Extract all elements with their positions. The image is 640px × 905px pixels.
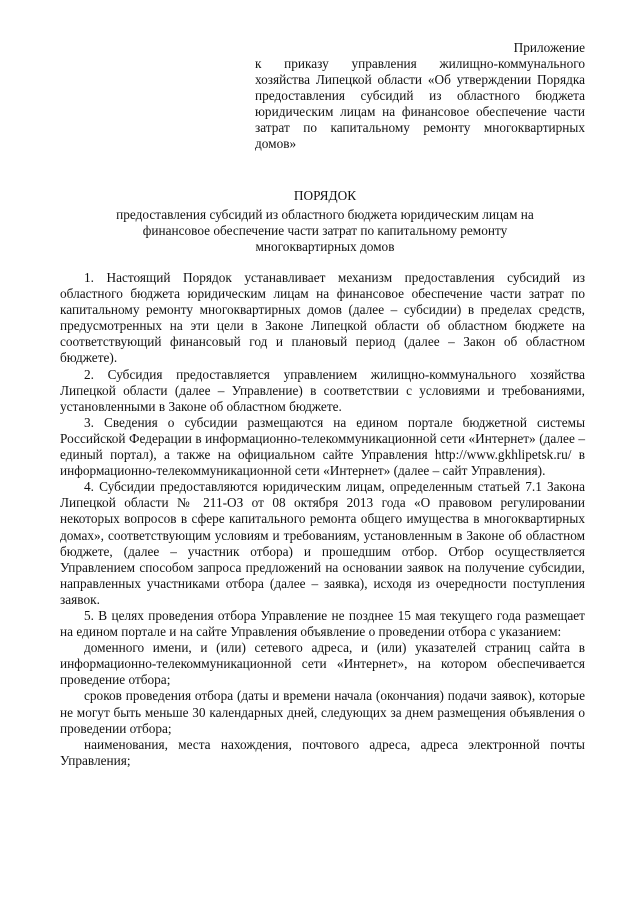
list-item-domain: доменного имени, и (или) сетевого адреса, и (или) указателей страниц сайта в информационно-телекоммуникационной сети «Интернет», на котором обеспечивается проведение отбора;: [60, 640, 585, 688]
paragraph-1: 1. Настоящий Порядок устанавливает механизм предоставления субсидий из областного бюджета юридическим лицам на финансовое обеспечение части затрат по капитальному ремонту многоквартирных домов (далее – субсидии) в пределах средств, предусмотренных на эти цели в Законе Липецкой области об областном бюджете на соответствующий финансовый год и плановый период (далее – Закон об областном бюджете).: [60, 270, 585, 366]
appendix-text: к приказу управления жилищно-коммунального хозяйства Липецкой области «Об утверждении Порядка предоставления субсидий из областного бюджета юридическим лицам на финансовое обеспечение части затрат по капитальному ремонту многоквартирных домов»: [255, 56, 585, 151]
appendix-block: [255, 40, 585, 152]
list-item-contacts: наименования, места нахождения, почтового адреса, адреса электронной почты Управления;: [60, 736, 585, 768]
document-title: ПОРЯДОК: [293, 188, 357, 203]
subtitle-line: многоквартирных домов: [255, 239, 395, 254]
paragraph-3: 3. Сведения о субсидии размещаются на едином портале бюджетной системы Российской Федерации в информационно-телекоммуникационной сети «Интернет» (далее – единый портал), а также на официальном сайте Управления http://www.gkhlipetsk.ru/ в информационно-телекоммуникационной сети «Интернет» (далее – сайт Управления).: [60, 414, 585, 479]
paragraph-2: 2. Субсидия предоставляется управлением жилищно-коммунального хозяйства Липецкой области (далее – Управление) в соответствии с условиями и требованиями, установленными в Законе об областном бюджете.: [60, 366, 585, 414]
paragraph-4: 4. Субсидии предоставляются юридическим лицам, определенным статьей 7.1 Закона Липецкой области № 211-ОЗ от 08 октября 2013 года «О правовом регулировании некоторых вопросов в сфере капитального ремонта общего имущества в многоквартирных домах», соответствующим условиям и требованиям, установленным в Законе об областном бюджете, (далее – участник отбора) и прошедшим отбор. Отбор осуществляется Управлением способом запроса предложений на основании заявок на получение субсидии, направленных участниками отбора (далее – заявка), исходя из очередности поступления заявок.: [60, 479, 585, 607]
document-body: [60, 270, 585, 769]
subtitle-line: финансовое обеспечение части затрат по капитальному ремонту: [142, 223, 508, 238]
document-subtitle: [60, 207, 590, 255]
list-item-dates: сроков проведения отбора (даты и времени начала (окончания) подачи заявок), которые не могут быть меньше 30 календарных дней, следующих за днем размещения объявления о проведении отбора;: [60, 688, 585, 736]
subtitle-line: предоставления субсидий из областного бюджета юридическим лицам на: [116, 207, 534, 222]
paragraph-5: 5. В целях проведения отбора Управление не позднее 15 мая текущего года размещает на едином портале и на сайте Управления объявление о проведении отбора с указанием:: [60, 607, 585, 640]
appendix-heading: Приложение: [513, 40, 585, 55]
